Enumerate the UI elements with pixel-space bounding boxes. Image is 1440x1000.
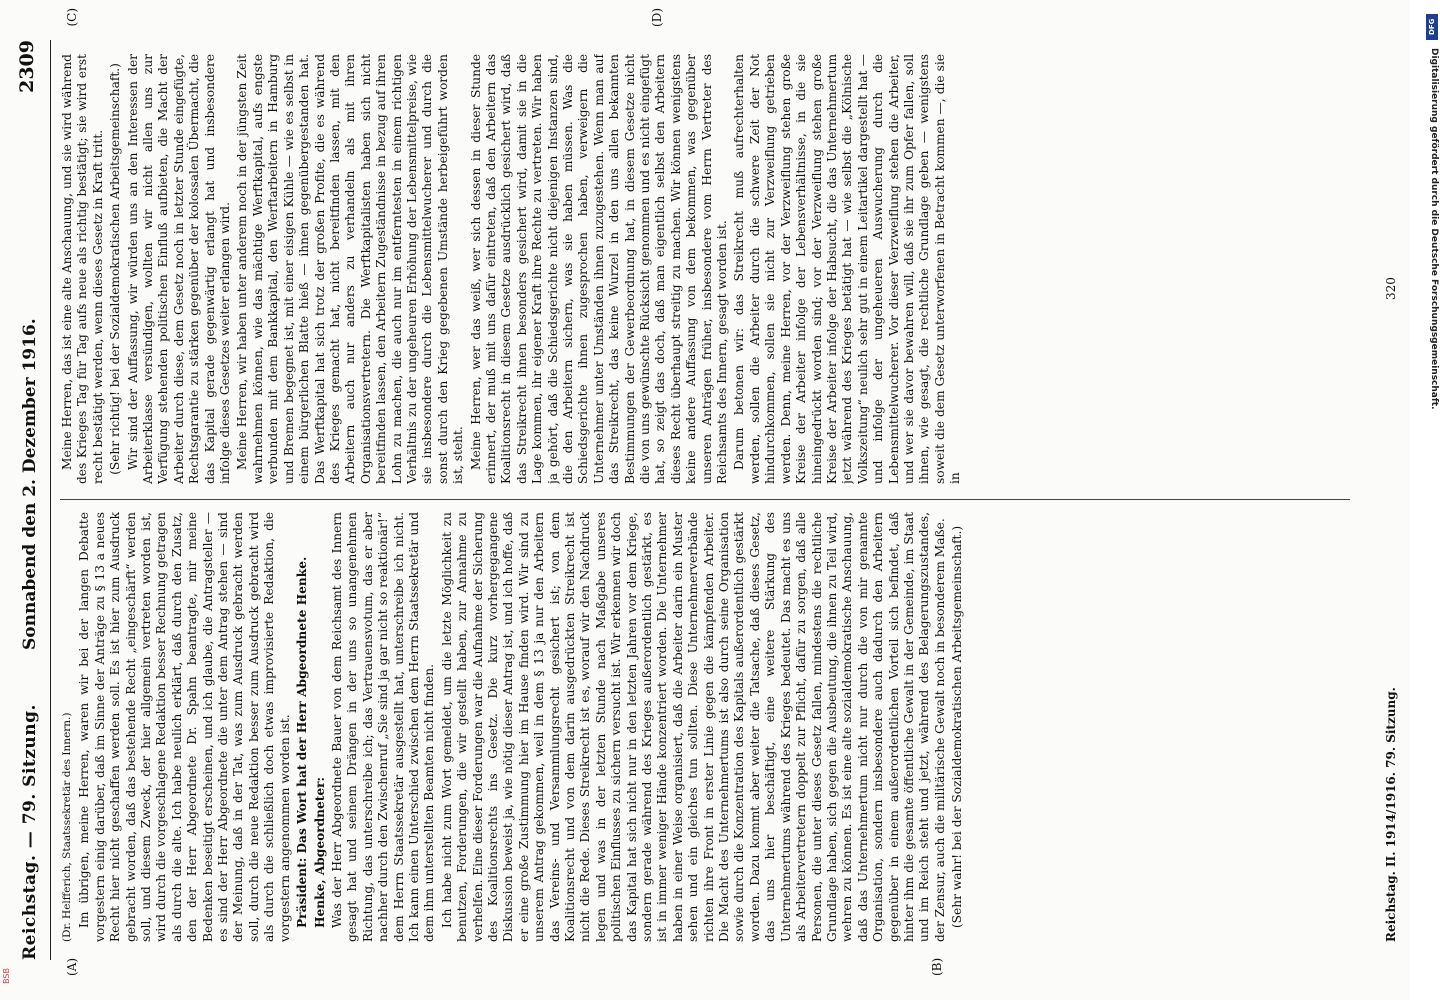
paragraph: Was der Herr Abgeordnete Bauer von dem Reichsamt des Innern gesagt hat und seinem Drängen in der uns so unangenehmen Richtung, das unterschreibe ich; das Vertrauensvotum, das er aber nachher durch den Zwischenruf „Sie sind ja gar nicht so reaktionär!“ dem Herrn Staatssekretär ausgestellt hat, unterschreibe ich nicht. Ich kann einen Unterschied zwischen dem Herrn Staatssekretär und dem ihm unterstellten Beamten nicht finden.: [329, 512, 437, 942]
margin-mark-c: (C): [65, 8, 79, 27]
paragraph: Darum betonen wir: das Streikrecht muß aufrechterhalten werden, sollen die Arbeiter durch die schwere Zeit der Not hindurchkommen, sollen sie nicht zur Verzweiflung getrieben werden. Denn, meine Herren, vor der Verzweiflung stehen große Kreise der Arbeiter infolge der Lebensverhältnisse, in die sie hineingedrückt worden sind; vor der Verzweiflung stehen große Kreise der Arbeiter infolge der Habsucht, die das Unternehmertum jetzt während des Krieges betätigt hat — wie selbst die „Kölnische Volkszeitung“ neulich sehr gut in einem Leitartikel dargestellt hat — und infolge der ungeheueren Auswucherung durch die Lebensmittelwucherer. Vor dieser Verzweiflung stehen die Arbeiter, und wer sie davor bewahren will, daß sie ihr zum Opfer fallen, soll ihnen, wie gesagt, die rechtliche Grundlage geben — wenigstens soweit die dem Gesetz unterworfenen in Betracht kommen —, die sie in: [732, 54, 963, 484]
paragraph: Meine Herren, wir haben unter anderem noch in der jüngsten Zeit wahrnehmen können, wie das mächtige Werftkapital, aufs engste verbunden mit dem Bankkapital, den Werftarbeitern in Hamburg und Bremen begegnet ist, mit einer eisigen Kühle — wie es selbst in einem bürgerlichen Blatte hieß — ihnen gegenübergestanden hat. Das Werftkapital hat sich trotz der großen Profite, die es während des Krieges gemacht hat, nicht bereitfinden lassen, mit den Arbeitern auch nur anders zu verhandeln als mit ihren Organisationsvertretern. Die Werftkapitalisten haben sich nicht bereitfinden lassen, den Arbeitern Zugeständnisse in bezug auf ihren Lohn zu machen, die auch nur im entferntesten in einem richtigen Verhältnis zu der ungeheuren Erhöhung der Lebensmittelpreise, wie sie insbesondere durch die Lebensmittelwucherer und durch die sonst durch den Krieg gegebenen Umstände herbeigeführt worden ist, steht.: [235, 54, 466, 484]
sheet-number: 320: [1384, 277, 1398, 300]
header-date: Sonnabend den 2. Dezember 1916.: [20, 318, 40, 650]
margin-mark-b: (B): [930, 957, 944, 976]
president-line: Präsident: Das Wort hat der Herr Abgeordnete Henke.: [295, 556, 310, 928]
paragraph: Meine Herren, wer das weiß, wer sich dessen in dieser Stunde erinnert, der muß mit uns dafür eintreten, daß den Arbeitern das Koalitionsrecht in diesem Gesetze ausdrücklich gesichert wird, daß das Streikrecht ihnen besonders gesichert wird, damit sie in die Lage kommen, ihr eigener Kraft ihre Rechte zu vertreten. Wir haben ja gehört, daß die Schiedsgerichte nicht diejenigen Instanzen sind, die den Arbeitern sichern, was sie haben müssen. Was die Schiedsgerichte ihnen zugesprochen haben, verweigern die Unternehmer unter Umständen ihnen zuzugestehen. Wenn man auf das Streikrecht, das keine Wurzel in den uns allen bekannten Bestimmungen der Gewerbeordnung hat, in diesem Gesetze nicht die von uns gewünschte Rücksicht genommen und es nicht eingefügt hat, so zeigt das doch, daß man eigentlich selbst den Arbeitern dieses Recht überhaupt streitig zu machen. Wir können wenigstens keine andere Auffassung von dem bekommen, was gegenüber unseren Anträgen früher, insbesondere vom Herrn Vertreter des Reichsamts des Innern, gesagt worden ist.: [468, 54, 730, 484]
page-header: [14, 40, 51, 960]
paragraph: Wir sind der Auffassung, wir würden uns an den Interessen der Arbeiterklasse versündigen, wollten wir nicht allen uns zur Verfügung stehenden politischen Einfluß aufbieten, die Macht der Arbeiter durch diese, dem Gesetz noch in letzter Stunde eingefügte, Rechtsgarantie zu stärken gegenüber der kolossalen Übermacht, die das Kapital gerade gegenwärtig erlangt hat und insbesondere infolge dieses Gesetzes weiter erlangen wird.: [125, 54, 233, 484]
margin-mark-a: (A): [65, 957, 79, 976]
column-divider: [60, 499, 1350, 500]
margin-mark-d: (D): [650, 8, 664, 27]
interjection: (Sehr richtig! bei der Sozialdemokratischen Arbeitsgemeinschaft.): [108, 63, 123, 475]
header-title: Reichstag. — 79. Sitzung.: [20, 704, 40, 960]
text-column-right: [60, 54, 1370, 484]
speaker-name: Henke, Abgeordneter:: [312, 776, 327, 928]
bsb-stamp: BSB: [2, 968, 11, 984]
paragraph: Meine Herren, das ist eine alte Anschauung, und sie wird während des Krieges Tag für Tag aufs neue als richtig bestätigt; sie wird erst recht bestätigt werden, wenn dieses Gesetz in Kraft tritt.: [60, 54, 105, 484]
credit-text: Digitalisierung gefördert durch die Deutsche Forschungsgemeinschaft.: [1429, 48, 1439, 410]
speaker-attribution: (Dr. Helfferich, Staatssekretär des Innern.): [61, 712, 73, 942]
paragraph: Ich habe nicht zum Wort gemeldet, um die letzte Möglichkeit zu benutzen, Forderungen, die wir gestellt haben, zur Annahme zu verhelfen. Eine dieser Forderungen war die Aufnahme der Sicherung des Koalitionsrechts ins Gesetz. Die kurz vorhergegangene Diskussion beweist ja, wie nötig dieser Antrag ist, und ich hoffe, daß er eine große Zustimmung hier im Hause finden wird. Wir sind zu unserem Antrag gekommen, weil in dem § 13 ja nur den Arbeitern das Vereins- und Versammlungsrecht gesichert ist; von dem Koalitionsrecht und von dem darin ausgedrückten Streikrecht ist nicht die Rede. Dieses Streikrecht ist es, worauf wir den Nachdruck legen und was in der letzten Stunde nach Maßgabe unseres politischen Einflusses zu sichern versucht ist. Wir erkennen wir doch das Kapital hat sich nicht nur in den letzten Jahren vor dem Kriege, sondern gerade während des Krieges außerordentlich gestärkt, es ist in immer weniger Hände konzentriert worden. Die Unternehmer haben in einer Weise organisiert, daß die Arbeiter darin ein Muster sehen und ein gleiches tun sollten. Diese Unternehmerverbände richten ihre Front in erster Linie gegen die kämpfenden Arbeiter. Die Macht des Unternehmertums ist also durch seine Organisation sowie durch die Konzentration des Kapitals außerordentlich gestärkt worden. Dazu kommt aber weiter die Tatsache, daß dieses Gesetz, das uns hier beschäftigt, eine weitere Stärkung des Unternehmertums während des Krieges bedeutet. Das macht es uns als Arbeitervertretern doppelt zur Pflicht, dafür zu sorgen, daß alle Personen, die unter dieses Gesetz fallen, mindestens die rechtliche Grundlage haben, sich gegen die Ausbeutung, die ihnen zu Teil wird, wehren zu können. Es ist eine alte sozialdemokratische Anschauung, daß das Unternehmertum nicht nur durch die von mir genannte Organisation, sondern insbesondere auch dadurch den Arbeitern gegenüber in einem außerordentlichen Vorteil sich befindet, daß hinter ihm die gesamte öffentliche Gewalt in der Gemeinde, im Staat und im Reich steht und jetzt, während des Belagerungszustandes, der Zensur, auch die militärische Gewalt noch in besonderem Maße.: [439, 512, 947, 942]
digitization-credit: [1425, 8, 1439, 998]
interjection: (Sehr wahr! bei der Sozialdemokratischen Arbeitsgemeinschaft.): [950, 525, 965, 929]
dfg-logo: DFG: [1426, 14, 1438, 40]
paragraph: Im übrigen, meine Herren, waren wir bei der langen Debatte vorgestern einig darüber, daß im Sinne der Anträge zu § 13 a neues Recht hier nicht geschaffen werden soll. Es ist hier zum Ausdruck gebracht worden, daß das bestehende Recht „eingeschärft“ werden soll, und diesem Zweck, der hier allgemein vertreten worden ist, wird durch die vorgeschlagene Redaktion besser Rechnung getragen als durch die alte. Ich habe neulich erklärt, daß durch den Zusatz, den der Herr Abgeordnete Dr. Spahn beantragte, mir meine Bedenken beseitigt erscheinen, und ich glaube, die Antragsteller — es sind der Herr Abgeordnete die unter dem Antrag stehen — sind der Meinung, daß in der Tat, was zum Ausdruck gebracht werden soll, durch die neue Redaktion besser zum Ausdruck gebracht wird als durch die schließlich doch etwas improvisierte Redaktion, die vorgestern angenommen worden ist.: [77, 512, 292, 942]
text-column-left: [60, 512, 1370, 942]
page-number: 2309: [16, 40, 38, 93]
page-footer: Reichstag. II. 1914/1916. 79. Sitzung.: [1384, 687, 1398, 942]
